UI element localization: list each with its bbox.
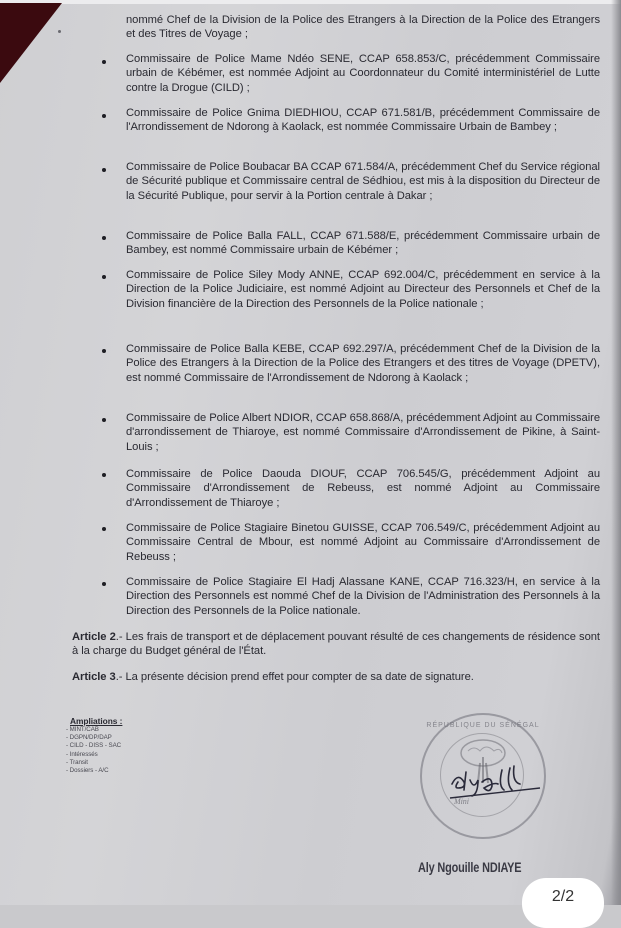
article-3 xyxy=(72,670,600,684)
article-2 xyxy=(72,630,600,659)
ampliation-item: - Dossiers - A/C xyxy=(66,767,109,775)
list-item: Commissaire de Police Albert NDIOR, CCAP 658.868/A, précédemment Adjoint au Commissaire d'arrondissement de Thiaroye, est nommé Commissaire d'Arrondissement de Pikine, à Saint-Louis ; xyxy=(126,412,600,453)
list-item: Commissaire de Police Stagiaire El Hadj Alassane KANE, CCAP 716.323/H, en service à la Direction des Personnels est nommé Chef de la Division de l'Administration des Personnels à la Direction des Personnels de la Police nationale. xyxy=(126,576,600,617)
bullet-icon xyxy=(102,418,106,422)
ampliation-item: - Transit xyxy=(66,758,88,766)
bullet-icon xyxy=(102,527,106,531)
page-indicator: 2/2 xyxy=(522,878,604,928)
page-edge-shadow xyxy=(611,0,621,905)
signatory-name: Aly Ngouille NDIAYE xyxy=(418,859,522,875)
list-item: Commissaire de Police Siley Mody ANNE, CCAP 692.004/C, précédemment en service à la Direction de la Police Judiciaire, est nommé Adjoint au Directeur des Personnels et Chef de la Division financière de la Direction des Personnels de la Police nationale ; xyxy=(126,269,600,310)
article-2-text: .- Les frais de transport et de déplacement pouvant résulté de ces changements de résidence sont à la charge du Budget général de l'État. xyxy=(72,631,600,658)
article-2-label: Article 2 xyxy=(72,631,116,643)
bullet-icon xyxy=(102,114,106,118)
ampliation-item: - Intéressés xyxy=(66,750,98,758)
bullet-icon xyxy=(102,168,106,172)
list-item: Commissaire de Police Balla KEBE, CCAP 692.297/A, précédemment Chef de la Division de la Police des Etrangers à la Direction de la Police des Etrangers et des titres de Voyage (DPETV), est nommé Commissaire de l'Arrondissement de Ndorong à Kaolack ; xyxy=(126,343,600,384)
dark-background-corner xyxy=(0,3,62,83)
list-item: Commissaire de Police Boubacar BA CCAP 671.584/A, précédemment Chef du Service régional de Sécurité publique et Commissaire central de Sédhiou, est mis à la disposition du Directeur de la Sécurité Publique, pour servir à la Portion centrale à Dakar ; xyxy=(126,161,600,202)
seal-center-text: Mini xyxy=(454,797,469,806)
ampliation-item: - CILD - DISS - SAC xyxy=(66,742,122,750)
list-item: Commissaire de Police Stagiaire Binetou GUISSE, CCAP 706.549/C, précédemment Adjoint au Commissaire Central de Mbour, est nommé Adjoint au Commissaire d'Arrondissement de Rebeuss ; xyxy=(126,522,600,563)
ampliations-title: Ampliations : xyxy=(70,716,123,726)
list-item: Commissaire de Police Gnima DIEDHIOU, CCAP 671.581/B, précédemment Commissaire de l'Arrondissement de Ndorong à Kaolack, est nommée Commissaire Urbain de Bambey ; xyxy=(126,107,600,134)
ampliations-list xyxy=(66,726,121,775)
ampliation-item: - DGPN/DP/DAP xyxy=(66,734,112,742)
seal-top-text: RÉPUBLIQUE DU SÉNÉGAL xyxy=(426,722,540,729)
list-item: Commissaire de Police Daouda DIOUF, CCAP 706.545/G, précédemment Adjoint au Commissaire d'Arrondissement de Rebeuss, est nommé Adjoint au Commissaire d'Arrondissement de Thiaroye ; xyxy=(126,468,600,509)
bullet-icon xyxy=(102,60,106,64)
bullet-icon xyxy=(102,582,106,586)
bullet-icon xyxy=(102,349,106,353)
article-3-label: Article 3 xyxy=(72,671,116,683)
list-item: Commissaire de Police Balla FALL, CCAP 671.588/E, précédemment Commissaire urbain de Bambey, est nommé Commissaire urbain de Kébémer ; xyxy=(126,230,600,257)
top-edge xyxy=(0,0,621,4)
article-3-text: .- La présente décision prend effet pour compter de sa date de signature. xyxy=(115,671,474,683)
bullet-icon xyxy=(102,473,106,477)
stray-mark xyxy=(58,30,61,33)
continuation-text: nommé Chef de la Division de la Police des Etrangers à la Direction de la Police des Etrangers et des Titres de Voyage ; xyxy=(126,14,600,41)
bullet-icon xyxy=(102,236,106,240)
ampliation-item: - MINT/CAB xyxy=(66,726,99,733)
bullet-icon xyxy=(102,275,106,279)
list-item: Commissaire de Police Mame Ndéo SENE, CCAP 658.853/C, précédemment Commissaire urbain de Kébémer, est nommée Adjoint au Coordonnateur du Comité interministériel de Lutte contre la Drogue (CILD) ; xyxy=(126,53,600,94)
